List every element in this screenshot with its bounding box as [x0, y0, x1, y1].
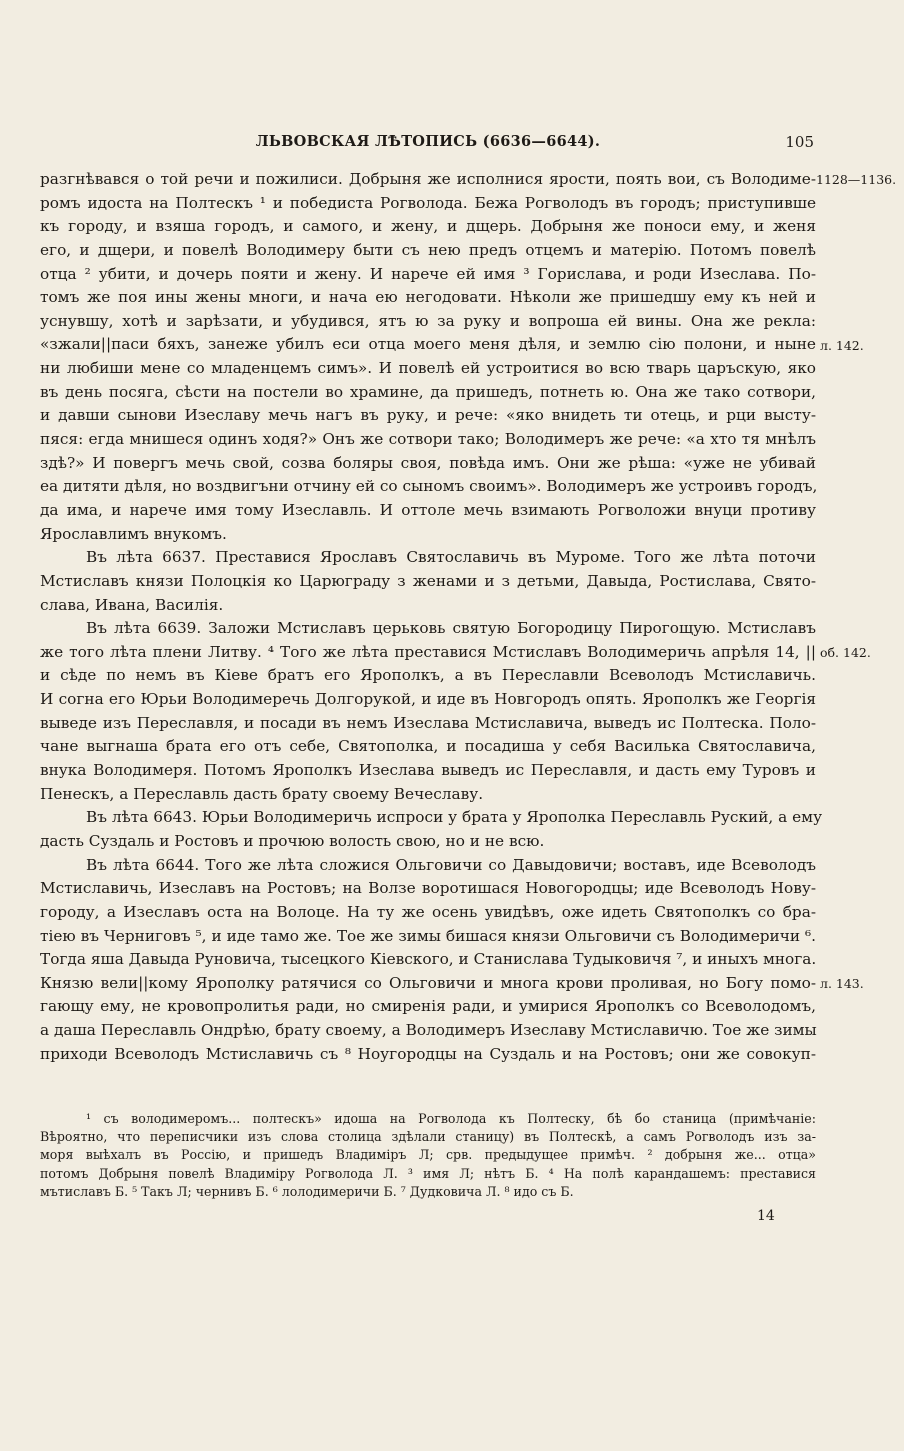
- text-line: Мстиславичь, Изеславъ на Ростовъ; на Волзе воротишася Новогородцы; иде Всеволодъ Нову-: [40, 879, 816, 898]
- text-line: городу, а Изеславъ оста на Волоце. На ту же осень увидѣвъ, оже идеть Святополкъ со бра-: [40, 902, 816, 921]
- text-line: еа дитяти дѣля, но воздвигъни отчину ей со сыномъ своимъ». Володимеръ же устроивъ городъ,: [40, 477, 818, 496]
- text-line: гающу ему, не кровопролитья ради, но смиренія ради, и умирися Ярополкъ со Всеволодомъ,: [40, 997, 816, 1016]
- text-line: уснувшу, хотѣ и зарѣзати, и убудився, ятъ ю за руку и вопроша ей вины. Она же рекла:: [40, 311, 816, 330]
- text-line: ромъ идоста на Полтескъ ¹ и победиста Рогволода. Бежа Рогволодъ въ городъ; приступивше: [40, 193, 816, 212]
- footnote-line: потомъ Добрыня повелѣ Владиміру Рогволода Л. ³ имя Л; нѣтъ Б. ⁴ На полѣ карандашемъ: преставися: [40, 1165, 816, 1181]
- text-line: въ день посяга, сѣсти на постели во храмине, да пришедъ, потнеть ю. Она же тако сотвори,: [40, 382, 816, 401]
- margin-note: л. 142.: [820, 337, 864, 353]
- footnote-line: мътиславъ Б. ⁵ Такъ Л; чернивъ Б. ⁶ лолодимеричи Б. ⁷ Дудковича Л. ⁸ идо съ Б.: [40, 1183, 574, 1199]
- text-line: Въ лѣта 6637. Преставися Ярославъ Святославичь въ Муроме. Того же лѣта поточи: [86, 548, 816, 567]
- text-line: Ярославлимъ внукомъ.: [40, 524, 227, 543]
- footnote-line: Вѣроятно, что переписчики изъ слова столица здѣлали станицу) въ Полтескѣ, а самъ Рогволодъ изъ за-: [40, 1129, 816, 1145]
- page-number: 105: [785, 133, 814, 151]
- text-line: Въ лѣта 6643. Юрьи Володимеричь испроси у брата у Ярополка Переславль Руский, а ему: [86, 808, 823, 827]
- text-line: И согна его Юрьи Володимеречь Долгорукой, и иде въ Новгородъ опять. Ярополкъ же Георгія: [40, 690, 816, 709]
- text-line: здѣ?» И повергъ мечь свой, созва боляры своя, повѣда имъ. Они же рѣша: «уже не убивай: [40, 453, 816, 472]
- header-title: ЛЬВОВСКАЯ ЛѢТОПИСЬ (6636—6644).: [255, 133, 601, 150]
- footnote-line: моря выѣхалъ въ Россію, и пришедъ Владиміръ Л; срв. предыдущее примѣч. ² добрыня же... отца»: [40, 1147, 816, 1163]
- text-line: томъ же поя ины жены многи, и нача ею негодовати. Нѣколи же пришедшу ему къ ней и: [40, 288, 816, 307]
- text-line: разгнѣвався о той речи и пожилиси. Добрыня же исполнися ярости, поять вои, съ Володиме-: [40, 170, 816, 188]
- text-line: къ городу, и взяша городъ, и самого, и жену, и дщерь. Добрыня же поноси ему, и женя: [40, 217, 816, 236]
- text-line: да има, и нарече имя тому Изеславль. И оттоле мечь взимають Рогволожи внуци противу: [40, 500, 816, 519]
- margin-note: л. 143.: [820, 976, 864, 992]
- margin-note: 1128—1136.: [816, 172, 897, 187]
- text-line: и давши сынови Изеславу мечь нагъ въ руку, и рече: «яко внидеть ти отець, и рци высту-: [40, 406, 816, 425]
- text-line: Тогда яша Давыда Руновича, тысецкого Кіевского, и Станислава Тудыковичя ⁷, и иныхъ многа.: [40, 950, 817, 969]
- text-line: выведе изъ Переславля, и посади въ немъ Изеслава Мстиславича, выведъ ис Полтеска. Поло-: [40, 713, 816, 732]
- printer-signature: 14: [757, 1208, 775, 1224]
- text-line: ни любиши мене со младенцемъ симъ». И повелѣ ей устроитися во всю тварь царъскую, яко: [40, 359, 816, 378]
- text-line: пяся: егда мнишеся одинъ ходя?» Онъ же сотвори тако; Володимеръ же рече: «а хто тя мнѣлъ: [40, 430, 816, 449]
- text-line: а даша Переславль Ондрѣю, брату своему, а Володимеръ Изеславу Мстиславичю. Тое же зимы: [40, 1021, 817, 1040]
- text-line: тіею въ Черниговъ ⁵, и иде тамо же. Тое же зимы бишася князи Ольговичи съ Володимеричи ⁶.: [40, 926, 816, 945]
- running-header: [40, 133, 816, 155]
- text-line: его, и дщери, и повелѣ Володимеру быти съ нею предъ отцемъ и матерію. Потомъ повелѣ: [40, 240, 816, 259]
- text-line: Мстиславъ князи Полоцкія ко Царюграду з женами и з детьми, Давыда, Ростислава, Свято-: [40, 571, 816, 590]
- footnotes: [40, 1110, 816, 1201]
- text-line: чане выгнаша брата его отъ себе, Святополка, и посадиша у себя Василька Святославича,: [40, 737, 816, 756]
- text-line: отца ² убити, и дочерь пояти и жену. И нарече ей имя ³ Горислава, и роди Изеслава. По-: [40, 264, 816, 283]
- footnote-line: ¹ съ володимеромъ... полтескъ» идоша на Рогволода къ Полтеску, бѣ бо станица (примѣчаніе:: [86, 1111, 816, 1126]
- text-line: «зжали||паси бяхъ, занеже убилъ еси отца моего меня дѣля, и землю сію полони, и ныне: [40, 335, 816, 354]
- text-line: дасть Суздаль и Ростовъ и прочюю волость свою, но и не всю.: [40, 831, 545, 850]
- text-line: Въ лѣта 6644. Того же лѣта сложися Ольговичи со Давыдовичи; воставъ, иде Всеволодъ: [86, 855, 816, 874]
- text-line: приходи Всеволодъ Мстиславичь съ ⁸ Ноугородцы на Суздаль и на Ростовъ; они же совокуп-: [40, 1044, 816, 1063]
- text-line: слава, Ивана, Василія.: [40, 595, 224, 614]
- text-line: Въ лѣта 6639. Заложи Мстиславъ церьковь святую Богородицу Пирогощую. Мстиславъ: [86, 619, 816, 638]
- text-line: и сѣде по немъ въ Кіеве братъ его Ярополкъ, а въ Переславли Всеволодъ Мстиславичь.: [40, 666, 816, 685]
- text-line: Князю вели||кому Ярополку ратячися со Ольговичи и многа крови проливая, но Богу помо-: [40, 973, 816, 992]
- margin-note: об. 142.: [820, 645, 871, 660]
- text-line: Пенескъ, а Переславль дасть брату своему Вечеславу.: [40, 784, 484, 803]
- main-text: [40, 168, 823, 1066]
- text-line: же того лѣта плени Литву. ⁴ Того же лѣта преставися Мстиславъ Володимеричь апрѣля 14, ||: [40, 642, 816, 661]
- text-line: внука Володимеря. Потомъ Ярополкъ Изеслава выведъ ис Переславля, и дасть ему Туровъ и: [40, 761, 816, 780]
